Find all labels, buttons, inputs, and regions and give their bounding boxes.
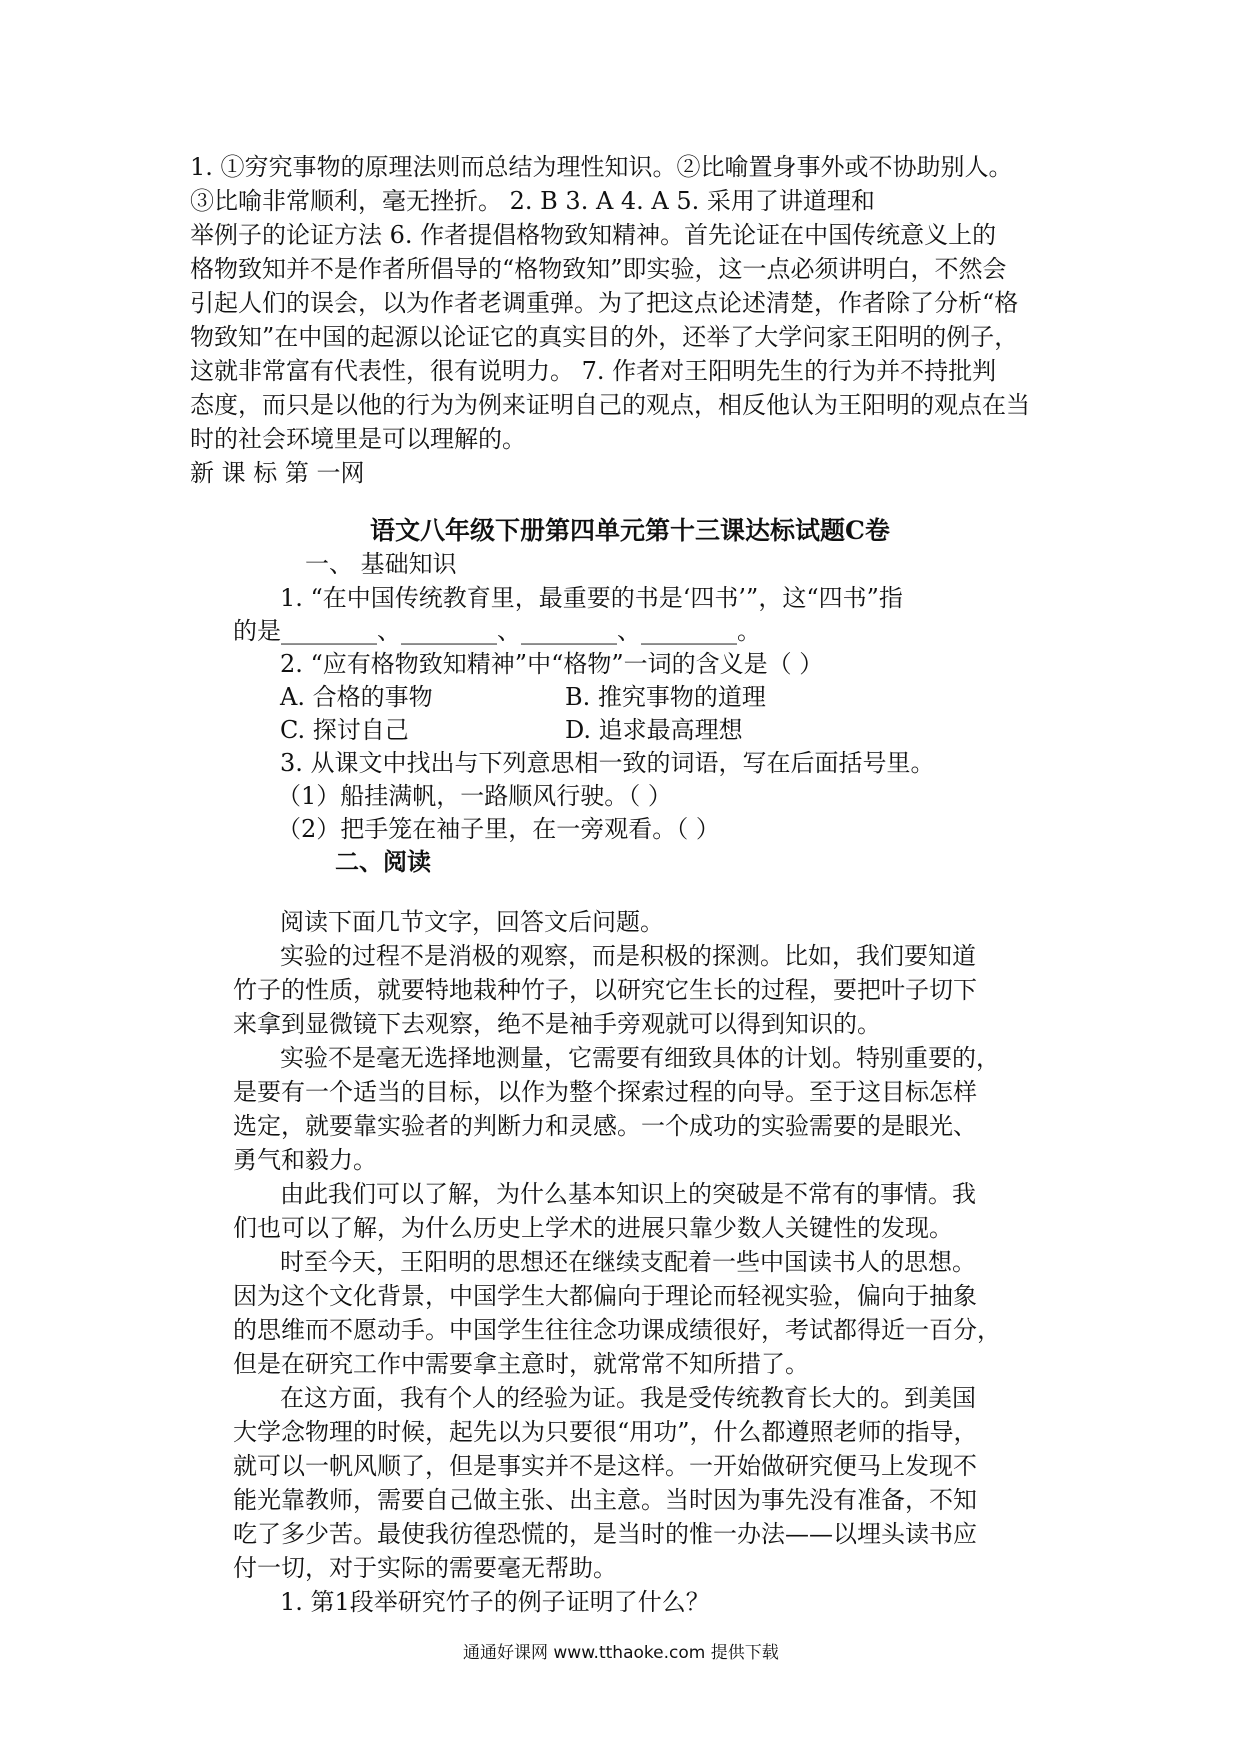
answer-line-6: 物致知”在中国的起源以论证它的真实目的外，还举了大学问家王阳明的例子， <box>190 323 1019 351</box>
section-reading: 二、阅读 <box>335 847 431 876</box>
reading-question-1: 1. 第1段举研究竹子的例子证明了什么？ <box>280 1588 710 1616</box>
question-3-item-2: （2）把手笼在袖子里，在一旁观看。（ ） <box>277 815 720 843</box>
reading-line: 付一切，对于实际的需要毫无帮助。 <box>233 1554 617 1582</box>
reading-line: 实验的过程不是消极的观察，而是积极的探测。比如，我们要知道 <box>280 942 976 970</box>
answer-line-3: 举例子的论证方法 6. 作者提倡格物致知精神。首先论证在中国传统意义上的 <box>190 221 997 249</box>
question-2-option-d: D. 追求最高理想 <box>565 716 743 744</box>
reading-line: 因为这个文化背景，中国学生大都偏向于理论而轻视实验，偏向于抽象 <box>233 1282 977 1310</box>
reading-line: 竹子的性质，就要特地栽种竹子，以研究它生长的过程，要把叶子切下 <box>233 976 977 1004</box>
question-3-item-1: （1）船挂满帆，一路顺风行驶。（ ） <box>277 782 672 810</box>
question-2: 2. “应有格物致知精神”中“格物”一词的含义是（ ） <box>280 650 824 678</box>
reading-line: 是要有一个适当的目标，以作为整个探索过程的向导。至于这目标怎样 <box>233 1078 977 1106</box>
reading-intro: 阅读下面几节文字，回答文后问题。 <box>280 908 664 936</box>
reading-line: 勇气和毅力。 <box>233 1146 377 1174</box>
answer-line-4: 格物致知并不是作者所倡导的“格物致知”即实验，这一点必须讲明白，不然会 <box>190 255 1007 283</box>
site-note: 新 课 标 第 一网 <box>190 459 365 487</box>
reading-line: 时至今天，王阳明的思想还在继续支配着一些中国读书人的思想。 <box>280 1248 976 1276</box>
reading-line: 选定，就要靠实验者的判断力和灵感。一个成功的实验需要的是眼光、 <box>233 1112 977 1140</box>
section-basic-knowledge: 一、 基础知识 <box>305 550 457 578</box>
reading-line: 能光靠教师，需要自己做主张、出主意。当时因为事先没有准备，不知 <box>233 1486 977 1514</box>
reading-line: 们也可以了解，为什么历史上学术的进展只靠少数人关键性的发现。 <box>233 1214 953 1242</box>
question-3: 3. 从课文中找出与下列意思相一致的词语，写在后面括号里。 <box>280 749 935 777</box>
exam-title: 语文八年级下册第四单元第十三课达标试题C卷 <box>370 516 890 545</box>
answer-line-5: 引起人们的误会，以为作者老调重弹。为了把这点论述清楚，作者除了分析“格 <box>190 289 1019 317</box>
answer-line-9: 时的社会环境里是可以理解的。 <box>190 425 526 453</box>
reading-line: 吃了多少苦。最使我彷徨恐慌的，是当时的惟一办法——以埋头读书应 <box>233 1520 977 1548</box>
reading-line: 的思维而不愿动手。中国学生往往念功课成绩很好，考试都得近一百分， <box>233 1316 1001 1344</box>
question-1-line-1: 1. “在中国传统教育里，最重要的书是‘四书’”，这“四书”指 <box>280 584 903 612</box>
reading-line: 大学念物理的时候，起先以为只要很“用功”，什么都遵照老师的指导， <box>233 1418 978 1446</box>
reading-line: 但是在研究工作中需要拿主意时，就常常不知所措了。 <box>233 1350 809 1378</box>
reading-line: 实验不是毫无选择地测量，它需要有细致具体的计划。特别重要的， <box>280 1044 1000 1072</box>
reading-line: 就可以一帆风顺了，但是事实并不是这样。一开始做研究便马上发现不 <box>233 1452 977 1480</box>
reading-line: 由此我们可以了解，为什么基本知识上的突破是不常有的事情。我 <box>280 1180 976 1208</box>
question-2-option-b: B. 推究事物的道理 <box>565 683 766 711</box>
question-1-line-2: 的是________、________、________、________。 <box>233 617 761 645</box>
reading-line: 在这方面，我有个人的经验为证。我是受传统教育长大的。到美国 <box>280 1384 976 1412</box>
reading-line: 来拿到显微镜下去观察，绝不是袖手旁观就可以得到知识的。 <box>233 1010 881 1038</box>
question-2-option-c: C. 探讨自己 <box>280 716 409 744</box>
answer-line-8: 态度，而只是以他的行为为例来证明自己的观点，相反他认为王阳明的观点在当 <box>190 391 1030 419</box>
answer-line-2: ③比喻非常顺利，毫无挫折。 2. B 3. A 4. A 5. 采用了讲道理和 <box>190 187 875 215</box>
answer-line-1: 1. ①穷究事物的原理法则而总结为理性知识。②比喻置身事外或不协助别人。 <box>190 153 1013 181</box>
page-footer: 通通好课网 www.tthaoke.com 提供下载 <box>463 1643 779 1663</box>
answer-line-7: 这就非常富有代表性，很有说明力。 7. 作者对王阳明先生的行为并不持批判 <box>190 357 997 385</box>
question-2-option-a: A. 合格的事物 <box>280 683 433 711</box>
